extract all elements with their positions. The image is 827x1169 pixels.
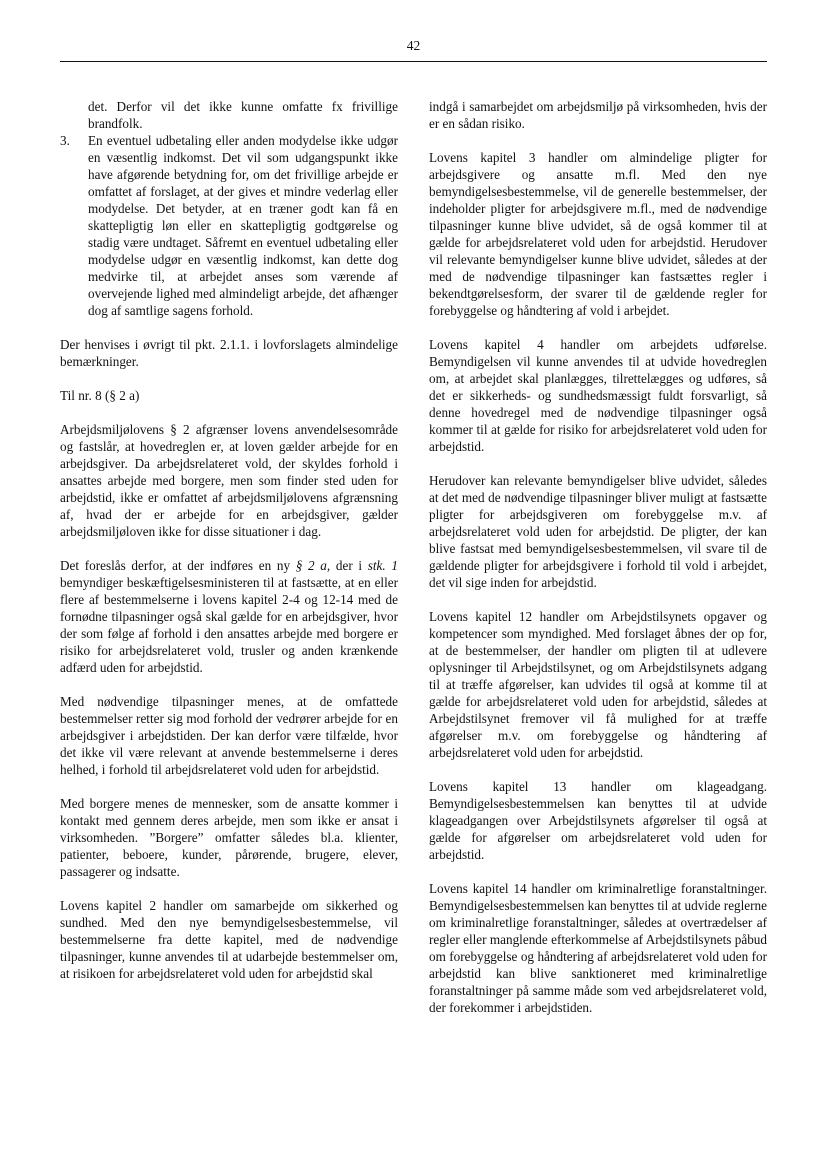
list-item-number: 3. bbox=[60, 133, 70, 148]
proposal-text-a: Det foreslås derfor, at der indføres en ny bbox=[60, 558, 296, 573]
list-lead-text: det. Derfor vil det ikke kunne omfatte fx frivillige brandfolk. bbox=[88, 99, 398, 131]
list-item-3 bbox=[60, 132, 398, 319]
paragraph-chapter-12: Lovens kapitel 12 handler om Arbejdstilsynets opgaver og kompetencer som myndighed. Med forslaget åbnes der op for, at de bestemmelser, der handler om pligten til at udlevere oplysninger til Arbejdstilsynet, og om Arbejdstilsynets adgang til at træffe afgørelser, kan udvides til også at komme til at gælde for arbejdsrelateret vold uden for arbejdstid, således at Arbejdstilsynet fremover vil få mulighed for at træffe afgørelser m.v. om forebyggelse og håndtering af arbejdsrelateret vold uden for arbejdstid. bbox=[429, 609, 767, 760]
header-rule bbox=[60, 61, 767, 62]
paragraph-citizens: Med borgere menes de mennesker, som de ansatte kommer i kontakt med gennem deres arbejde, men som ikke er ansat i virksomheden. ”Borgere” omfatter således bl.a. klienter, patienter, beboere, kunder, pårørende, brugere, elever, passagerer og indsatte. bbox=[60, 796, 398, 879]
page-number: 42 bbox=[406, 38, 421, 53]
proposal-emphasis-section: § 2 a, bbox=[295, 558, 331, 573]
list-item-text: En eventuel udbetaling eller anden modydelse ikke udgør en væsentlig indkomst. Det vil som udgangspunkt ikke have afgørende betydning for, om det frivillige arbejde er omfattet af forslaget, at der gives et mindre vederlag eller modydelse. Det betyder, at en træner godt kan få en skattepligtig løn eller en skattepligtig godtgørelse og stadig være undtaget. Såfremt en eventuel udbetaling eller modydelse udgør en væsentlig indkomst, kan dette dog medvirke til, at arbejdet anses som værende af overvejende lighed med almindeligt arbejde, det afhænger dog af samtlige sagens forhold. bbox=[88, 133, 398, 318]
paragraph-adjustments: Med nødvendige tilpasninger menes, at de omfattede bestemmelser retter sig mod forhold der vedrører arbejde for en arbejdsgiver i arbejdstiden. Der kan derfor være tilfælde, hvor det ikke vil være relevant at anvende bestemmelserne i deres helhed, i forhold til arbejdsrelateret vold uden for arbejdstid. bbox=[60, 694, 398, 777]
paragraph-chapter-4: Lovens kapitel 4 handler om arbejdets udførelse. Bemyndigelsen vil kunne anvendes til at udvide hovedreglen om, at arbejdet skal planlægges, tilrettelægges og udføres, så det er sikkerheds- og sundhedsmæssigt fuldt forsvarligt, så denne hovedregel med de nødvendige tilpasninger også kommer til at gælde for risiko for arbejdsrelateret vold uden for arbejdstid. bbox=[429, 337, 767, 454]
paragraph-chapter-2: Lovens kapitel 2 handler om samarbejde om sikkerhed og sundhed. Med den nye bemyndigelsesbestemmelse, vil bestemmelserne fra dette kapitel, med de nødvendige tilpasninger, kunne anvendes til at udarbejde bestemmelser om, at risikoen for arbejdsrelateret vold uden for arbejdstid skal bbox=[60, 898, 398, 981]
paragraph-scope: Arbejdsmiljølovens § 2 afgrænser lovens anvendelsesområde og fastslår, at hovedreglen er, at loven gælder arbejde for en arbejdsgiver. Da arbejdsrelateret vold, der skyldes forhold i ansattes arbejde med borgere, men som finder sted uden for arbejdstid, ikke er omfattet af arbejdsmiljølovens afgrænsning af, hvad der er arbejde for en arbejdsgiver, gælder arbejdsmiljøloven ikke for disse situationer i dag. bbox=[60, 422, 398, 539]
criteria-list bbox=[60, 132, 398, 319]
right-column bbox=[429, 98, 767, 1016]
paragraph-continuation: indgå i samarbejdet om arbejdsmiljø på virksomheden, hvis der er en sådan risiko. bbox=[429, 99, 767, 131]
proposal-text-c: bemyndiger beskæftigelsesministeren til at fastsætte, at en eller flere af bestemmelserne i lovens kapitel 2-4 og 12-14 med de fornødne tilpasninger også skal gælde for en arbejdsgiver, hvor der som følge af forhold i den ansattes arbejde med borgere er risiko for arbejdsrelateret vold, trusler og anden krænkende adfærd uden for arbejdstid. bbox=[60, 575, 398, 675]
section-heading: Til nr. 8 (§ 2 a) bbox=[60, 388, 140, 403]
proposal-emphasis-stk: stk. 1 bbox=[367, 558, 398, 573]
proposal-text-b: der i bbox=[330, 558, 368, 573]
paragraph-reference: Der henvises i øvrigt til pkt. 2.1.1. i lovforslagets almindelige bemærkninger. bbox=[60, 337, 398, 369]
paragraph-chapter-13: Lovens kapitel 13 handler om klageadgang. Bemyndigelsesbestemmelsen kan benyttes til at udvide klageadgangen over Arbejdstilsynets afgørelser til også at gælde for afgørelser om arbejdsrelateret vold uden for arbejdstid. bbox=[429, 779, 767, 862]
paragraph-further: Herudover kan relevante bemyndigelser blive udvidet, således at det med de nødvendige tilpasninger bliver muligt at fastsætte pligter for arbejdsgiveren om forebyggelse m.v. af arbejdsrelateret vold uden for arbejdstid. De pligter, der kan blive fastsat med bemyndigelsesbestemmelsen, vil svare til de gældende pligter for arbejdsgivere i forhold til vold i arbejdet, det vil sige inden for arbejdstid. bbox=[429, 473, 767, 590]
paragraph-chapter-3: Lovens kapitel 3 handler om almindelige pligter for arbejdsgivere og ansatte m.fl. Med den nye bemyndigelsesbestemmelse, vil de generelle bestemmelser, der indeholder pligter for arbejdsgivere m.fl., med de nødvendige tilpasninger kunne blive udvidet, så de også kommer til at gælde for arbejdsrelateret vold uden for arbejdstid. Herudover vil relevante bemyndigelser kunne blive udvidet, således at der med de nødvendige tilpasninger kan fastsættes regler i bekendtgørelsesform, der svarer til de gældende regler for forebyggelse og håndtering af vold i arbejdet. bbox=[429, 150, 767, 318]
paragraph-chapter-14: Lovens kapitel 14 handler om kriminalretlige foranstaltninger. Bemyndigelsesbestemmelsen kan benyttes til at udvide reglerne om kriminalretlige foranstaltninger, således at overtrædelser af regler eller manglende efterkommelse af Arbejdstilsynets påbud om forebyggelse og håndtering af arbejdsrelateret vold uden for arbejdstid kan blive sanktioneret med kriminalretlige foranstaltninger på samme måde som ved arbejdsrelateret vold, der forekommer i arbejdstiden. bbox=[429, 881, 767, 1015]
paragraph-proposal bbox=[60, 557, 398, 676]
left-column bbox=[60, 98, 398, 982]
